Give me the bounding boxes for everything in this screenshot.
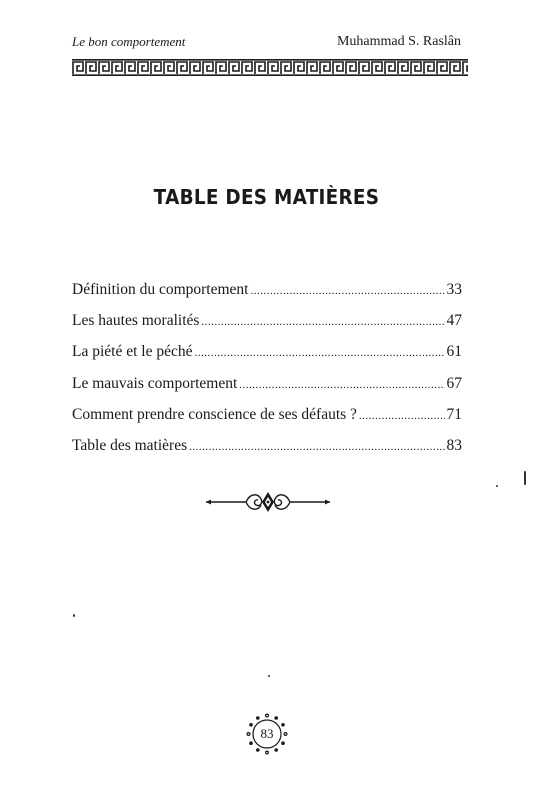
toc-entry-page: 67 xyxy=(446,374,462,392)
dot-leader xyxy=(201,316,444,328)
toc-entry xyxy=(72,281,462,312)
toc-entry-label: Table des matières xyxy=(72,436,188,454)
print-speck xyxy=(524,471,526,485)
dot-leader xyxy=(359,410,445,422)
toc-entry-page: 71 xyxy=(446,405,462,423)
toc-entry-label: Définition du comportement xyxy=(72,281,249,298)
toc-entry-label: Comment prendre conscience de ses défauts ? xyxy=(72,405,357,423)
greek-key-band-icon xyxy=(72,59,468,76)
toc-entry xyxy=(72,375,462,406)
dot-leader xyxy=(189,441,444,453)
page-number: 83 xyxy=(260,726,274,741)
toc-entry-page: 47 xyxy=(446,312,462,330)
toc-entry-label: La piété et le péché xyxy=(72,343,193,361)
page-title: TABLE DES MATIÈRES xyxy=(153,185,380,209)
table-of-contents xyxy=(72,281,462,468)
toc-entry-page: 33 xyxy=(446,281,462,298)
running-header-author: Muhammad S. Raslân xyxy=(336,34,461,49)
toc-entry-label: Le mauvais comportement xyxy=(72,374,238,392)
running-header-book-title: Le bon comportement xyxy=(72,34,186,49)
toc-entry xyxy=(72,312,462,343)
toc-entry xyxy=(72,406,462,437)
toc-entry-page: 61 xyxy=(446,343,462,361)
toc-entry xyxy=(72,343,462,374)
floral-ornament-divider-icon xyxy=(206,487,330,517)
dot-leader xyxy=(239,379,444,391)
toc-entry-page: 83 xyxy=(446,436,462,454)
dot-leader xyxy=(194,347,444,359)
toc-entry-label: Les hautes moralités xyxy=(72,312,200,330)
print-speck xyxy=(268,675,270,677)
toc-entry xyxy=(72,437,462,468)
print-speck xyxy=(73,614,75,617)
dot-leader xyxy=(251,285,445,297)
print-speck xyxy=(496,485,498,487)
